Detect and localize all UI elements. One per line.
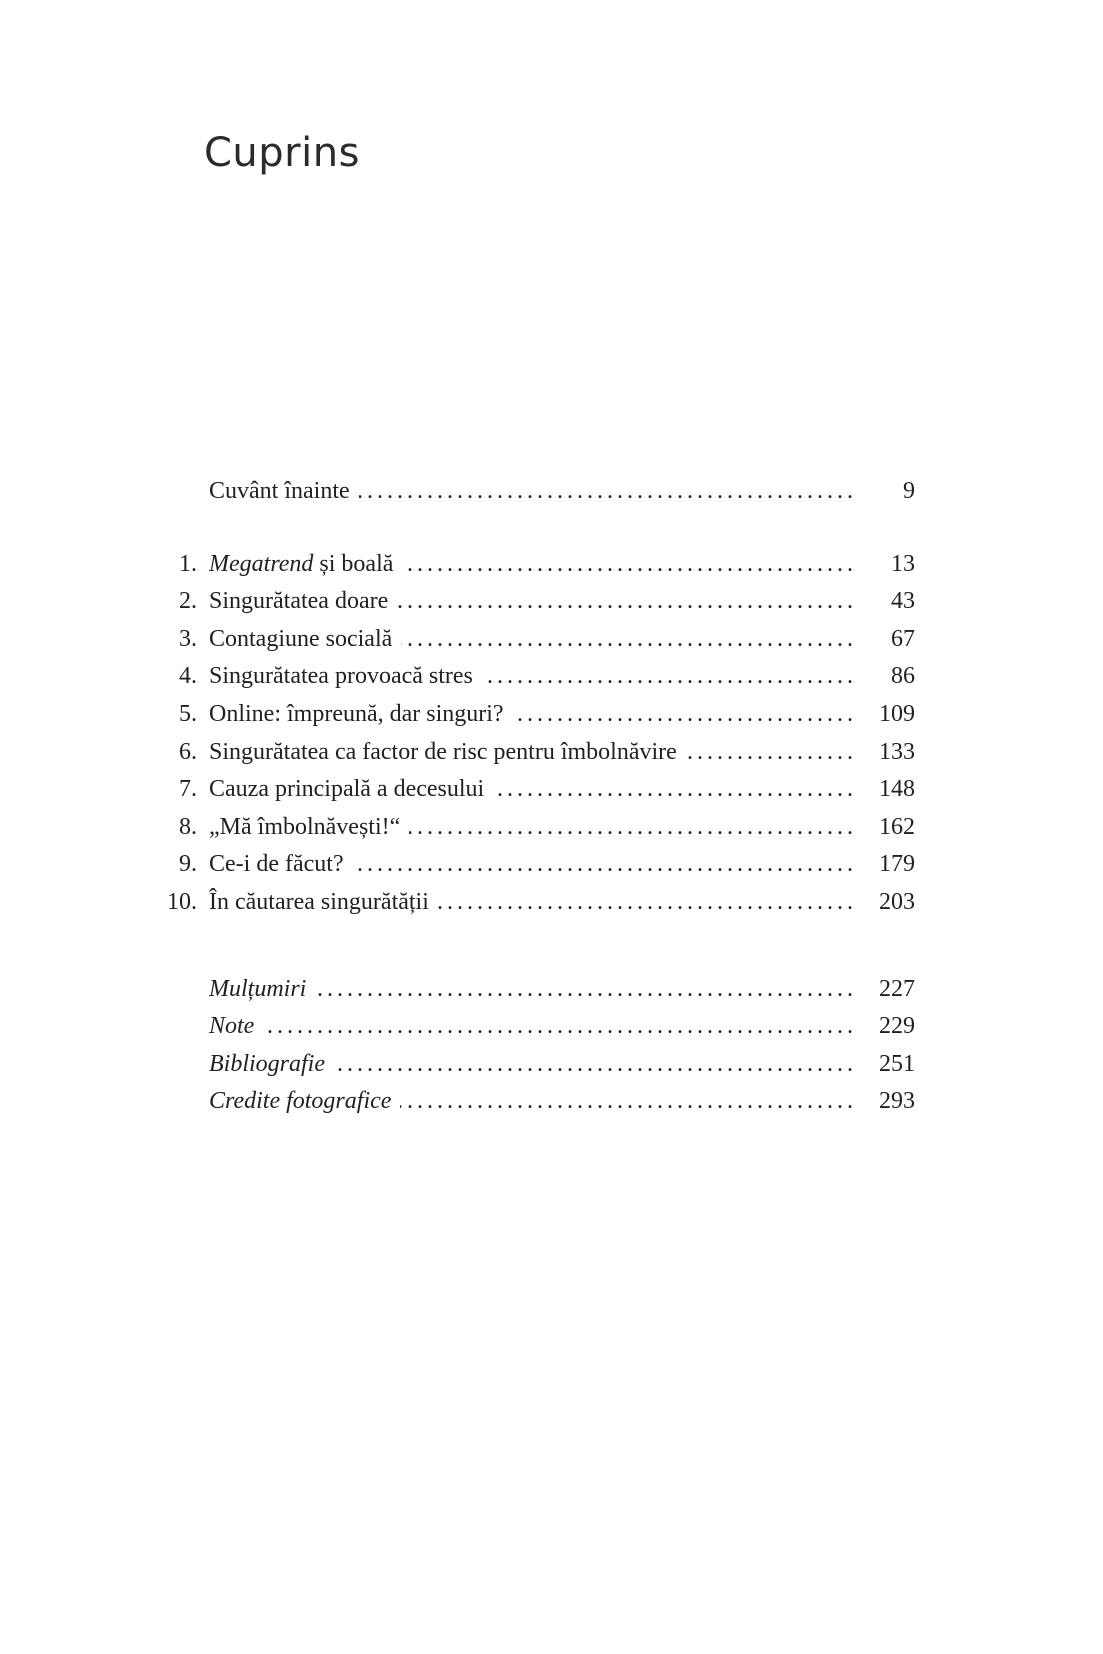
toc-entry-chapter-5 [155, 696, 915, 734]
entry-label: Ce-i de făcut? [209, 851, 344, 878]
entry-page-number: 229 [879, 1013, 915, 1040]
entry-page-number: 203 [879, 888, 915, 915]
entry-label: Cuvânt înainte [209, 478, 350, 504]
dot-leader [359, 473, 857, 511]
dot-leader [263, 1008, 857, 1046]
dot-leader [482, 658, 857, 696]
entry-label: În căutarea singurătății [209, 888, 429, 915]
entry-label: Online: împreună, dar singuri? [209, 700, 504, 727]
toc-entry-chapter-9 [155, 846, 915, 884]
entry-page-number: 109 [879, 700, 915, 727]
dot-leader [400, 1083, 857, 1121]
entry-number: 9. [179, 851, 197, 878]
dot-leader [686, 734, 857, 772]
toc-entry-chapter-3 [155, 621, 915, 659]
entry-label: Bibliografie [209, 1050, 325, 1077]
entry-label: Singurătatea ca factor de risc pentru îmbolnăvire [209, 738, 677, 765]
toc-entry-chapter-7 [155, 771, 915, 809]
entry-page-number: 86 [891, 663, 915, 690]
entry-number: 10. [167, 888, 197, 915]
entry-label: Mulțumiri [209, 975, 307, 1002]
entry-page-number: 179 [879, 851, 915, 878]
toc-entry-photo-credits [155, 1083, 915, 1121]
entry-label-italic: Megatrend [209, 550, 314, 577]
toc-chapters-section [155, 546, 915, 922]
dot-leader [397, 583, 857, 621]
entry-page-number: 148 [879, 776, 915, 803]
entry-label: Singurătatea provoacă stres [209, 663, 473, 690]
entry-number: 7. [179, 776, 197, 803]
toc-entry-chapter-8 [155, 809, 915, 847]
entry-number: 6. [179, 738, 197, 765]
dot-leader [513, 696, 857, 734]
toc-entry-acknowledgements [155, 971, 915, 1009]
entry-number: 1. [179, 550, 197, 577]
entry-number: 4. [179, 663, 197, 690]
toc-front-section [155, 473, 915, 511]
entry-label: Credite fotografice [209, 1088, 392, 1115]
entry-label-text: și boală [313, 550, 394, 577]
dot-leader [409, 809, 857, 847]
entry-page-number: 67 [891, 625, 915, 652]
toc-backmatter-section [155, 971, 915, 1121]
entry-page-number: 162 [879, 813, 915, 840]
entry-page-number: 251 [879, 1050, 915, 1077]
entry-label: Cauza principală a decesului [209, 776, 485, 803]
entry-page-number: 133 [879, 738, 915, 765]
entry-label: Contagiune socială [209, 625, 393, 652]
dot-leader [493, 771, 857, 809]
entry-page-number: 9 [903, 478, 915, 504]
entry-label: Singurătatea doare [209, 588, 389, 615]
toc-entry-chapter-6 [155, 734, 915, 772]
toc-entry-chapter-4 [155, 658, 915, 696]
entry-label: Note [209, 1013, 255, 1040]
toc-entry-bibliography [155, 1046, 915, 1084]
table-of-contents [155, 473, 915, 1121]
entry-page-number: 293 [879, 1088, 915, 1115]
toc-entry-chapter-10 [155, 884, 915, 922]
entry-number: 5. [179, 700, 197, 727]
toc-entry-chapter-1 [155, 546, 915, 584]
page-title: Cuprins [204, 130, 360, 176]
entry-number: 8. [179, 813, 197, 840]
entry-page-number: 227 [879, 975, 915, 1002]
entry-page-number: 13 [891, 550, 915, 577]
dot-leader [438, 884, 857, 922]
entry-number: 3. [179, 625, 197, 652]
dot-leader [401, 621, 857, 659]
entry-label: „Mă îmbolnăvești!“ [209, 813, 401, 840]
toc-entry-foreword [155, 473, 915, 511]
entry-number: 2. [179, 588, 197, 615]
dot-leader [353, 846, 857, 884]
dot-leader [402, 546, 857, 584]
dot-leader [334, 1046, 857, 1084]
toc-entry-chapter-2 [155, 583, 915, 621]
toc-entry-notes [155, 1008, 915, 1046]
dot-leader [315, 971, 857, 1009]
entry-label [209, 546, 402, 584]
entry-page-number: 43 [891, 588, 915, 615]
